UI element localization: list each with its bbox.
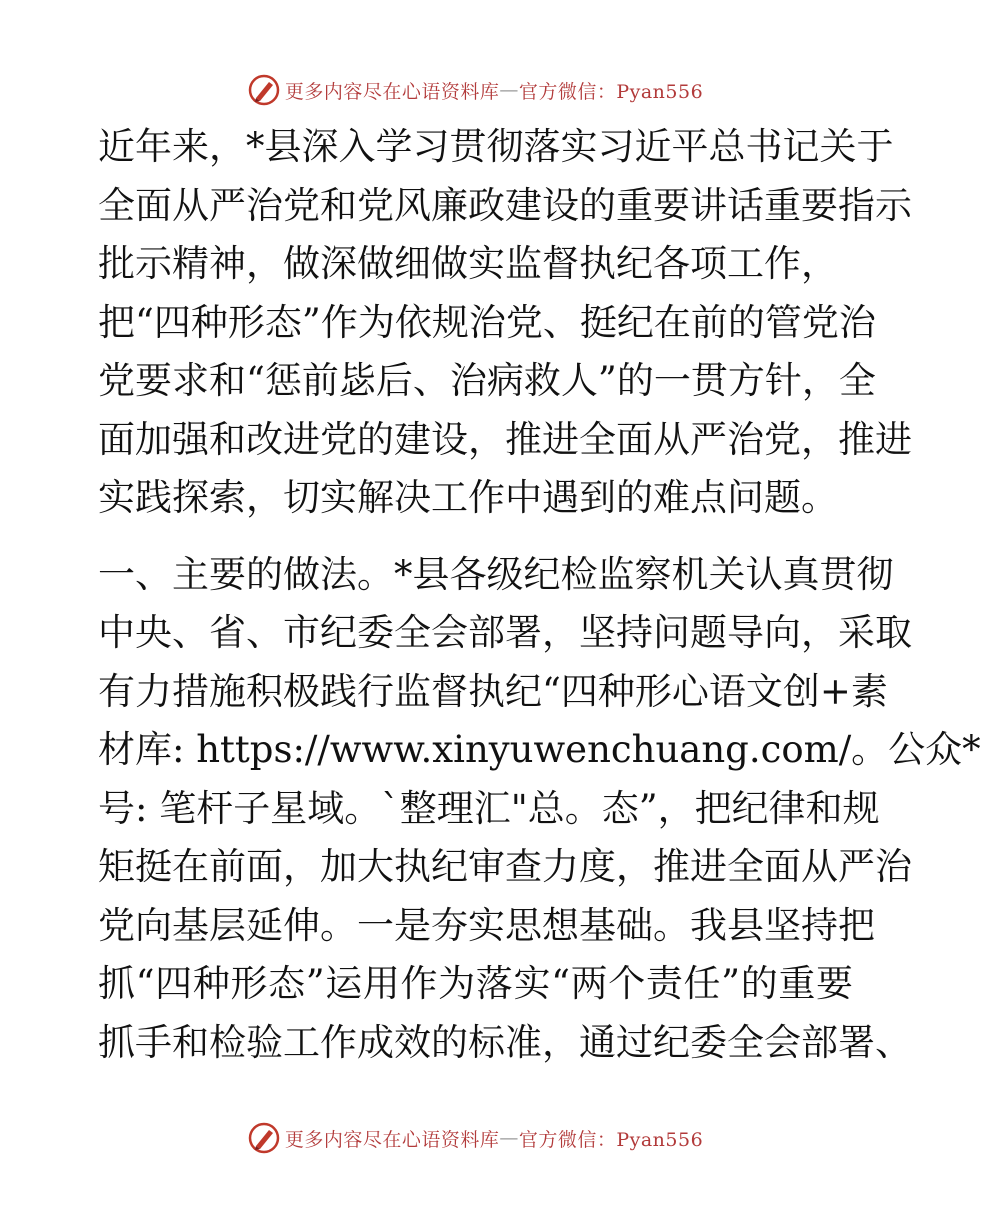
header-banner-dash: — (499, 79, 519, 101)
pen-logo-icon (247, 73, 281, 107)
header-banner-wechat: 官方微信：Pyan556 (518, 80, 704, 103)
text-line: 党要求和“惩前毖后、治病救人”的一贯方针，全 (98, 359, 876, 402)
footer-banner-text: 更多内容尽在心语资料库 (284, 1128, 500, 1151)
text-line: 有力措施积极践行监督执纪“四种形心语文创+素 (98, 669, 888, 713)
footer-banner-dash: — (499, 1127, 519, 1149)
pen-logo-icon (247, 1121, 281, 1155)
text-line: 近年来，*县深入学习贯彻落实习近平总书记关于 (98, 125, 894, 168)
text-line: 抓“四种形态”运用作为落实“两个责任”的重要 (98, 962, 853, 1005)
paragraph-intro (98, 118, 912, 528)
text-line: 面加强和改进党的建设，推进全面从严治党，推进 (98, 417, 912, 461)
text-line: 中央、省、市纪委全会部署，坚持问题导向，采取 (98, 611, 912, 654)
text-line: 一、主要的做法。*县各级纪检监察机关认真贯彻 (98, 552, 894, 596)
text-line: 全面从严治党和党风廉政建设的重要讲话重要指示 (98, 183, 912, 227)
text-line: 抓手和检验工作成效的标准，通过纪委全会部署、 (98, 1020, 912, 1064)
text-line: 号: 笔杆子星域。`整理汇"总。态”，把纪律和规 (98, 786, 880, 830)
footer-banner (0, 1118, 950, 1158)
text-line: 批示精神，做深做细做实监督执纪各项工作， (98, 242, 838, 285)
paragraph-section-one (98, 546, 981, 1073)
text-line: 材库: https://www.xinyuwenchuang.com/。公众* (98, 728, 981, 771)
paragraph-gap (98, 528, 853, 546)
text-line: 矩挺在前面，加大执纪审查力度，推进全面从严治 (98, 845, 912, 888)
text-line: 把“四种形态”作为依规治党、挺纪在前的管党治 (98, 300, 876, 344)
footer-banner-wechat: 官方微信：Pyan556 (518, 1128, 704, 1151)
text-line: 实践探索，切实解决工作中遇到的难点问题。 (98, 476, 838, 519)
text-line: 党向基层延伸。一是夯实思想基础。我县坚持把 (98, 903, 875, 947)
header-banner (0, 70, 950, 110)
header-banner-text: 更多内容尽在心语资料库 (284, 80, 500, 103)
document-body (98, 118, 981, 1072)
